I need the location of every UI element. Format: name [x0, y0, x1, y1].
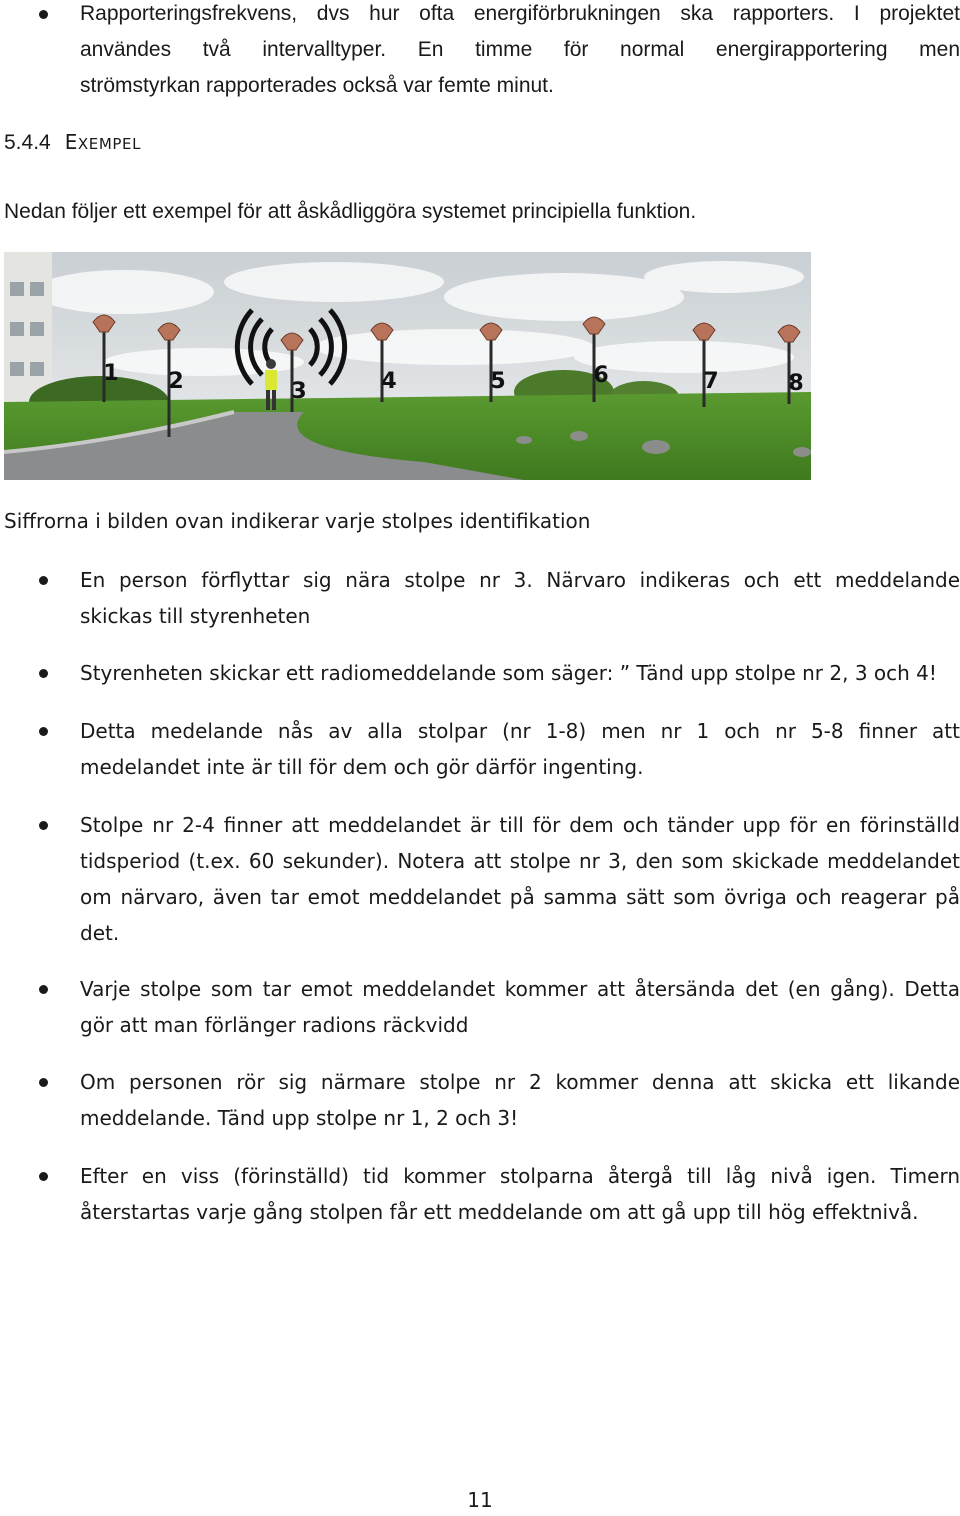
pole-number-label: 1 [103, 361, 119, 386]
pole-number-label: 4 [381, 369, 397, 394]
pole-number-label: 6 [593, 363, 609, 388]
section-heading [4, 124, 141, 160]
bullet-dot [39, 576, 48, 585]
text-line: om närvaro, även tar emot meddelandet på samma sätt som övriga och reagerar på [80, 885, 960, 909]
building [4, 252, 52, 402]
bullet-dot [39, 1172, 48, 1181]
page-number: 11 [467, 1488, 493, 1512]
text-line: användes två intervalltyper. En timme för normal energirapportering men [80, 38, 960, 61]
section-title-initial: E [64, 130, 78, 154]
text-line: det. [80, 921, 120, 945]
pole-number-label: 2 [168, 369, 184, 394]
bullet-dot [39, 985, 48, 994]
text-line: skickas till styrenheten [80, 604, 311, 628]
street-lamp-photo [4, 252, 811, 480]
section-title-rest: XEMPEL [77, 135, 142, 153]
text-line: Rapporteringsfrekvens, dvs hur ofta energiförbrukningen ska rapporters. I projektet [80, 2, 960, 25]
text-line: En person förflyttar sig nära stolpe nr 3. Närvaro indikeras och ett meddelande [80, 568, 960, 592]
text-line: Stolpe nr 2-4 finner att meddelandet är till för dem och tänder upp för en förinställd [80, 813, 960, 837]
bullet-dot [39, 821, 48, 830]
text-line: strömstyrkan rapporterades också var femte minut. [80, 74, 554, 97]
text-line: Styrenheten skickar ett radiomeddelande som säger: ” Tänd upp stolpe nr 2, 3 och 4! [80, 661, 937, 685]
photo-caption: Siffrorna i bilden ovan indikerar varje stolpes identifikation [4, 509, 591, 533]
bullet-dot [39, 727, 48, 736]
text-line: återstartas varje gång stolpen får ett meddelande om att gå upp till hög effektnivå. [80, 1200, 919, 1224]
text-line: Om personen rör sig närmare stolpe nr 2 kommer denna att skicka ett likande [80, 1070, 960, 1094]
pole-number-label: 8 [788, 371, 804, 396]
text-line: Detta medelande nås av alla stolpar (nr 1-8) men nr 1 och nr 5-8 finner att [80, 719, 960, 743]
bullet-dot [39, 1078, 48, 1087]
section-number: 5.4.4 [4, 131, 51, 154]
bullet-dot [39, 10, 48, 19]
pole-number-label: 5 [490, 369, 506, 394]
text-line: meddelande. Tänd upp stolpe nr 1, 2 och 3! [80, 1106, 519, 1130]
bullet-dot [39, 669, 48, 678]
text-line: medelandet inte är till för dem och gör därför ingenting. [80, 755, 644, 779]
text-line: tidsperiod (t.ex. 60 sekunder). Notera att stolpe nr 3, den som skickade meddelandet [80, 849, 960, 873]
intro-paragraph: Nedan följer ett exempel för att åskådliggöra systemet principiella funktion. [4, 200, 697, 223]
pole-number-label: 3 [291, 379, 307, 404]
pole-number-label: 7 [703, 369, 719, 394]
text-line: Efter en viss (förinställd) tid kommer stolparna återgå till låg nivå igen. Timern [80, 1164, 960, 1188]
text-line: gör att man förlänger radions räckvidd [80, 1013, 469, 1037]
text-line: Varje stolpe som tar emot meddelandet kommer att återsända det (en gång). Detta [80, 977, 960, 1001]
